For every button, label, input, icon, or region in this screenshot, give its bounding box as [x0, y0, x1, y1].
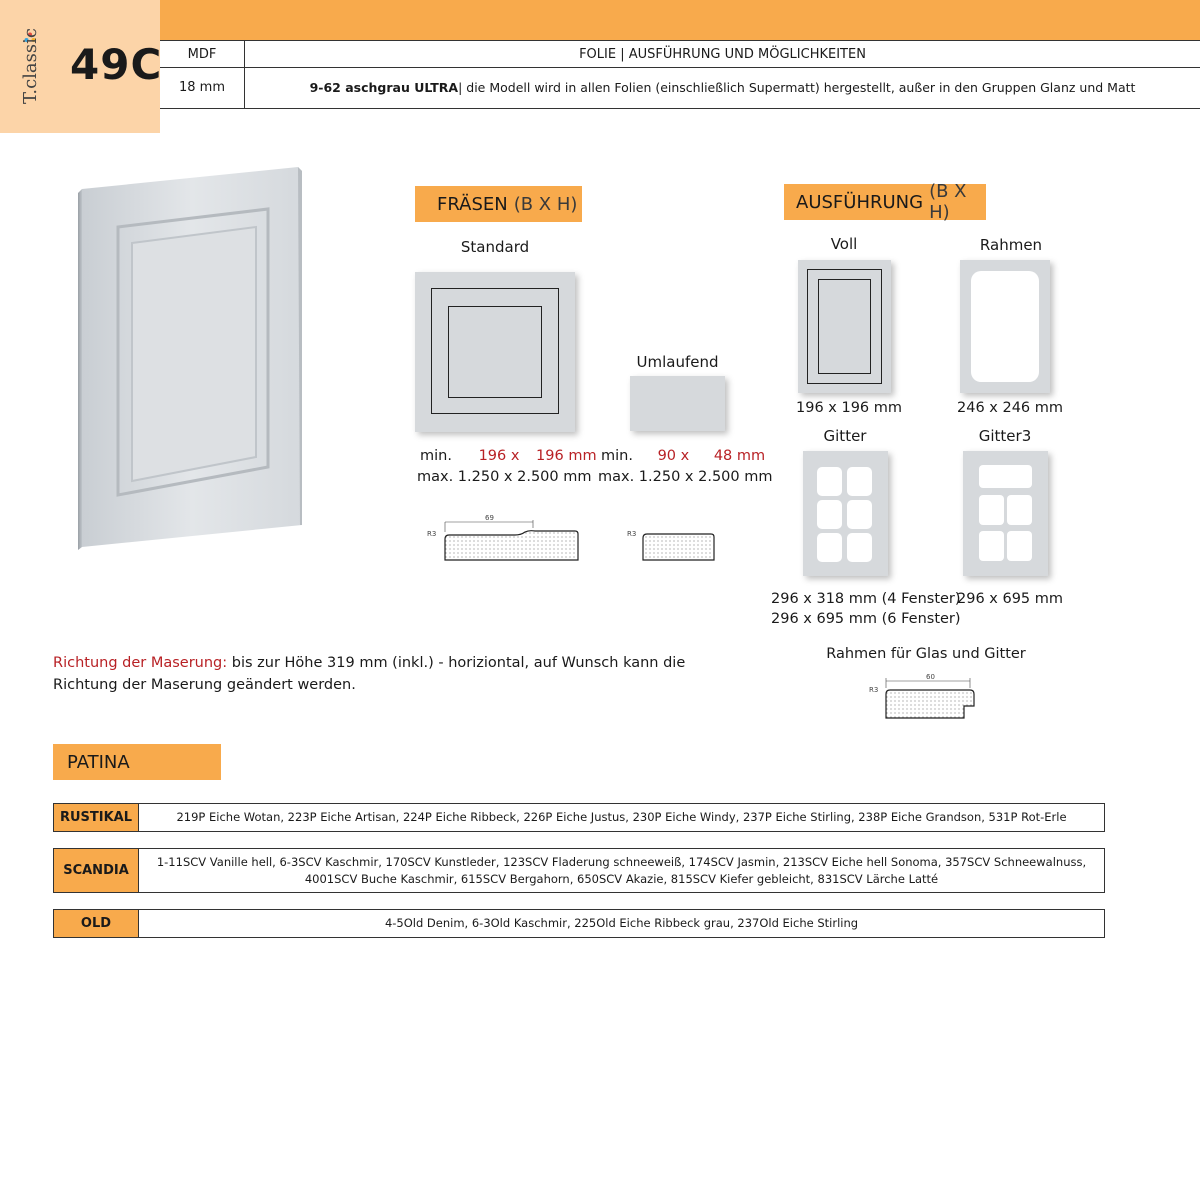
rahmen-preview: [960, 260, 1050, 393]
rahmen-profile-drawing: [866, 672, 981, 722]
umlaufend-min-width: 90 x: [657, 448, 690, 464]
gitter3-dims: 296 x 695 mm: [957, 591, 1064, 607]
patina-row-old: [53, 909, 1105, 938]
gitter3-preview: [963, 451, 1048, 576]
standard-min-width: 196 x: [478, 448, 520, 464]
gitter-preview: [803, 451, 888, 576]
umlaufend-max-dims: max. 1.250 x 2.500 mm: [598, 469, 773, 485]
standard-profile-dim: 69: [485, 514, 494, 522]
patina-row-rustikal: [53, 803, 1105, 832]
rahmen-profile-title: Rahmen für Glas und Gitter: [826, 646, 1026, 662]
grain-direction-note: [53, 652, 693, 696]
umlaufend-min-dims: [601, 448, 765, 464]
material-header: MDF: [160, 41, 245, 67]
gitter3-pane: [979, 531, 1004, 561]
model-number: 49C: [70, 40, 163, 89]
umlaufend-profile-drawing: [625, 524, 720, 564]
rahmen-dims: 246 x 246 mm: [957, 400, 1064, 416]
standard-profile-drawing: [425, 512, 585, 564]
standard-min-dims: [420, 448, 597, 464]
standard-title: Standard: [460, 238, 530, 256]
ausfuehrung-label-text: AUSFÜHRUNG: [796, 191, 924, 213]
fraesen-label-unit: (B X H): [513, 193, 578, 215]
header-bar: [160, 0, 1200, 40]
spec-header-row: [160, 41, 1200, 68]
gitter3-top-pane: [979, 465, 1032, 488]
standard-inner-groove: [448, 306, 542, 398]
patina-row-scandia: [53, 848, 1105, 893]
fraesen-section-label: [415, 186, 582, 222]
patina-group-values: 219P Eiche Wotan, 223P Eiche Artisan, 224P Eiche Ribbeck, 226P Eiche Justus, 230P Eiche Windy, 237P Eiche Stirling, 238P Eiche Grandson, 531P Rot-Erle: [176, 810, 1067, 824]
standard-min-height: 196 mm: [536, 448, 597, 464]
gitter-title: Gitter: [823, 427, 867, 445]
standard-milling-preview: [415, 272, 575, 432]
gitter3-pane: [1007, 495, 1032, 525]
spec-value-row: [160, 67, 1200, 108]
folie-header: FOLIE | AUSFÜHRUNG UND MÖGLICHKEITEN: [579, 46, 866, 62]
rahmen-title: Rahmen: [979, 236, 1043, 254]
gitter-dims-4: 296 x 318 mm (4 Fenster): [771, 591, 961, 607]
ausfuehrung-label-unit: (B X H): [929, 181, 967, 223]
folie-description: | die Modell wird in allen Folien (einschließlich Supermatt) hergestellt, außer in den Gruppen Glanz und Matt: [458, 80, 1136, 95]
rahmen-opening: [971, 271, 1039, 382]
folie-color-name: 9-62 aschgrau ULTRA: [309, 80, 459, 95]
patina-section-label: PATINA: [53, 744, 221, 780]
umlaufend-milling-preview: [630, 376, 725, 431]
voll-preview: [798, 260, 891, 393]
gitter-pane: [817, 500, 842, 529]
ausfuehrung-section-label: [784, 181, 986, 223]
voll-title: Voll: [830, 235, 858, 253]
brand-name: T.classic: [20, 28, 41, 104]
umlaufend-title: Umlaufend: [636, 353, 719, 371]
spec-header-table: [160, 40, 1200, 109]
gitter3-title: Gitter3: [978, 427, 1032, 445]
thickness-value: 18 mm: [160, 67, 245, 108]
grain-text: bis zur Höhe 319 mm (inkl.) - horiziontal, auf Wunsch kann die Richtung der Maserung geändert werden.: [53, 655, 686, 693]
umlaufend-min-label: min.: [601, 448, 633, 464]
grain-label: Richtung der Maserung:: [53, 655, 228, 671]
patina-group-name: SCANDIA: [54, 849, 139, 892]
folie-value: [245, 67, 1200, 108]
gitter-pane: [847, 467, 872, 496]
gitter-pane: [817, 467, 842, 496]
fraesen-label-text: FRÄSEN: [437, 193, 508, 215]
gitter-pane: [847, 533, 872, 562]
gitter-dims-6: 296 x 695 mm (6 Fenster): [771, 611, 961, 627]
umlaufend-min-height: 48 mm: [713, 448, 766, 464]
standard-min-label: min.: [420, 448, 452, 464]
patina-group-name: OLD: [54, 910, 139, 937]
standard-profile-radius: R3: [427, 530, 437, 538]
patina-group-values: 4-5Old Denim, 6-3Old Kaschmir, 225Old Eiche Ribbeck grau, 237Old Eiche Stirling: [384, 916, 859, 930]
patina-group-name: RUSTIKAL: [54, 804, 139, 831]
voll-inner-groove: [818, 279, 871, 374]
voll-dims: 196 x 196 mm: [796, 400, 903, 416]
umlaufend-profile-radius: R3: [627, 530, 637, 538]
door-front-image: [70, 165, 310, 550]
rahmen-profile-radius: R3: [869, 686, 879, 694]
patina-group-values: 1-11SCV Vanille hell, 6-3SCV Kaschmir, 170SCV Kunstleder, 123SCV Fladerung schneeweiß, 174SCV Jasmin, 213SCV Eiche hell Sonoma, 357SCV Schneewalnuss, 4001SCV Buche Kaschmir, 615SCV Bergahorn, 650SCV Akazie, 815SCV Kiefer gebleicht, 831SCV Lärche Latté: [156, 854, 1087, 886]
standard-max-dims: max. 1.250 x 2.500 mm: [417, 469, 592, 485]
rahmen-profile-dim: 60: [926, 673, 935, 681]
gitter-pane: [847, 500, 872, 529]
gitter3-pane: [1007, 531, 1032, 561]
gitter-pane: [817, 533, 842, 562]
gitter3-pane: [979, 495, 1004, 525]
